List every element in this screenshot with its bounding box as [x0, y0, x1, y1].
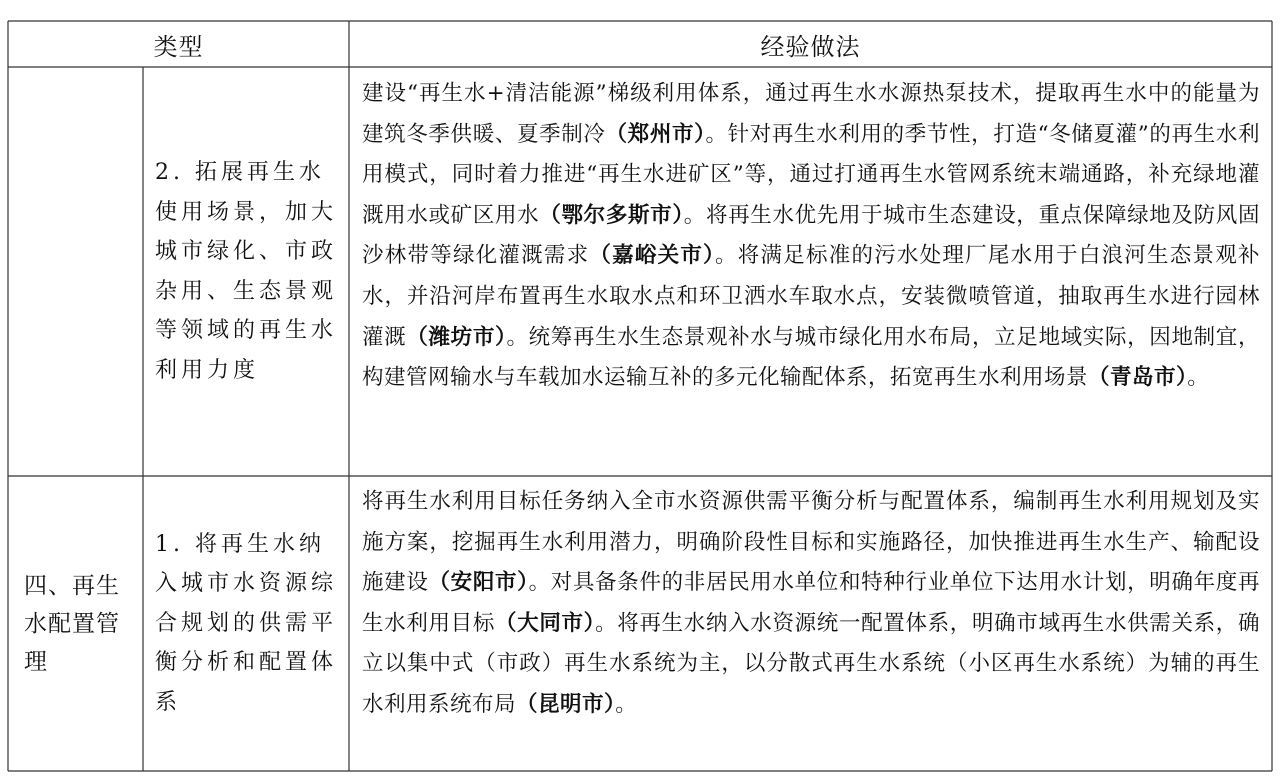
row-1-category: [8, 67, 143, 476]
row-2-subtype-text: 1. 将再生水纳入城市水资源综合规划的供需平衡分析和配置体系: [155, 531, 338, 715]
practice-text: 。将再生水纳入水资源统一配置体系，明确市域再生水供需关系，确立以集中式（市政）再生水系统为主，以分散式再生水系统（小区再生水系统）为辅的再生水利用系统布局: [362, 610, 1260, 717]
practice-text: 。将满足标准的污水处理厂尾水用于白浪河生态景观补水，并沿河岸布置再生水取水点和环卫洒水车取水点，安装微喷管道，抽取再生水进行园林灌溉: [362, 243, 1260, 350]
row-2-category: [8, 476, 143, 771]
practice-text: 将再生水利用目标任务纳入全市水资源供需平衡分析与配置体系，编制再生水利用规划及实施方案，挖掘再生水利用潜力，明确阶段性目标和实施路径，加快推进再生水生产、输配设施建设: [362, 489, 1260, 596]
city-name: （郑州市）: [605, 121, 706, 147]
header-type: 类型: [153, 32, 204, 61]
city-name: （潍坊市）: [406, 324, 507, 350]
practice-text: 建设“再生水+清洁能源”梯级利用体系，通过再生水水源热泵技术，提取再生水中的能量为建筑冬季供暖、夏季制冷: [362, 81, 1260, 147]
row-1-subtype-text: 2. 拓展再生水使用场景，加大城市绿化、市政杂用、生态景观等领域的再生水利用力度: [155, 160, 338, 383]
city-name: （昆明市）: [516, 691, 616, 717]
header-practice: 经验做法: [760, 32, 861, 61]
practice-text: 。统筹再生水生态景观补水与城市绿化用水布局，立足地域实际，因地制宜，构建管网输水与车载加水运输互补的多元化输配体系，拓宽再生水利用场景: [362, 324, 1260, 391]
row-2-subtype: [143, 476, 349, 771]
practice-text: 。将再生水优先用于城市生态建设，重点保障绿地及防风固沙林带等绿化灌溉需求: [362, 202, 1260, 269]
practice-text: 。针对再生水利用的季节性，打造“冬储夏灌”的再生水利用模式，同时着力推进“再生水进矿区”等，通过打通再生水管网系统末端通路，补充绿地灌溉用水或矿区用水: [362, 121, 1260, 228]
city-name: （鄂尔多斯市）: [539, 202, 684, 228]
practice-text: 。: [1187, 365, 1210, 391]
city-name: （嘉峪关市）: [589, 243, 716, 269]
row-2-category-text: 四、再生水配置管理: [24, 572, 120, 675]
city-name: （青岛市）: [1088, 365, 1188, 391]
practice-text: 。: [615, 691, 638, 717]
row-2-practice: [349, 476, 1272, 771]
row-1-subtype: [143, 67, 349, 476]
row-1-practice: [349, 67, 1272, 476]
city-name: （安阳市）: [428, 570, 529, 596]
practice-text: 。对具备条件的非居民用水单位和特种行业单位下达用水计划，明确年度再生水利用目标: [362, 570, 1260, 636]
city-name: （大同市）: [495, 610, 596, 636]
